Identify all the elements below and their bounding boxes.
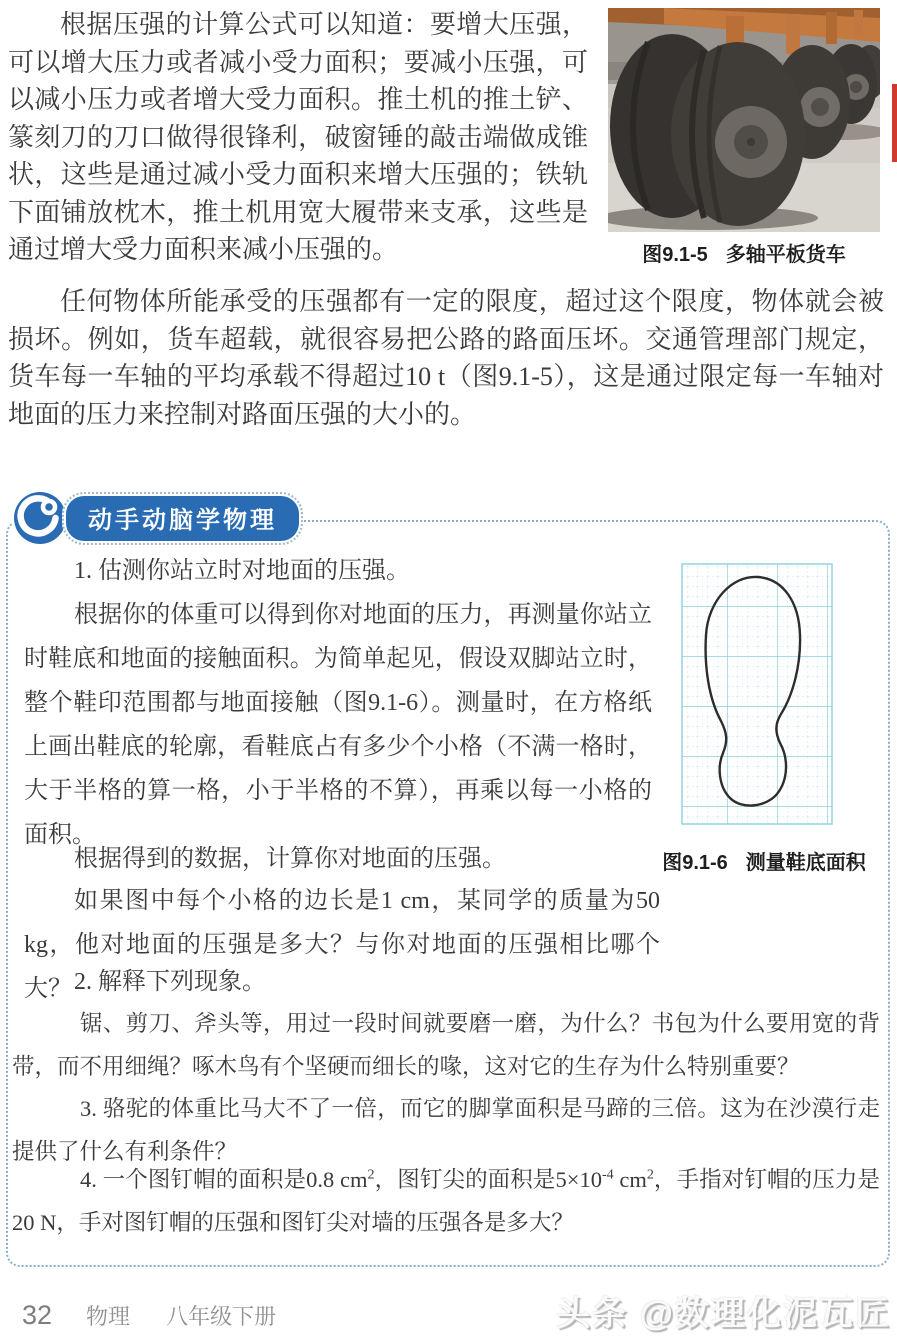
footer-subject: 物理 (86, 1304, 131, 1329)
figure-9-1-6-caption (648, 846, 880, 875)
figure-9-1-5-caption (608, 238, 880, 267)
hands-on-physics-icon (12, 490, 68, 546)
truck-wheels-photo (608, 8, 880, 232)
question-1-question: 如果图中每个小格的边长是1 cm，某同学的质量为50 kg，他对地面的压强是多大？与你对地面的压强相比哪个大？ (24, 888, 660, 1002)
paragraph-pressure-limit: 任何物体所能承受的压强都有一定的限度，超过这个限度，物体就会被损坏。例如，货车超载，就很容易把公路的路面压坏。交通管理部门规定，货车每一车轴的平均承载不得超过10 t（图9.1-5），这是通过限定每一车轴对地面的压力来控制对路面压强的大小的。 (8, 287, 884, 429)
footer-volume: 八年级下册 (166, 1304, 277, 1329)
question-1-note: 根据得到的数据，计算你对地面的压强。 (74, 846, 506, 872)
question-1-title: 1. 估测你站立时对地面的压强。 (74, 558, 410, 584)
page-edge-marker (892, 84, 897, 162)
activity-title-pill (62, 492, 303, 545)
question-1-body: 根据你的体重可以得到你对地面的压力，再测量你站立时鞋底和地面的接触面积。为简单起见，假设双脚站立时，整个鞋印范围都与地面接触（图9.1-6）。测量时，在方格纸上画出鞋底的轮廓，看鞋底占有多少个小格（不满一格时，大于半格的算一格，小于半格的不算），再乘以每一小格的面积。 (24, 602, 652, 848)
question-2-title: 2. 解释下列现象。 (74, 969, 266, 995)
question-2-body: 锯、剪刀、斧头等，用过一段时间就要磨一磨，为什么？书包为什么要用宽的背带，而不用细绳？啄木鸟有个坚硬而细长的喙，这对它的生存为什么特别重要？ (12, 1011, 880, 1079)
footprint-grid-figure (678, 557, 836, 831)
q4-sup-2: -4 (601, 1167, 614, 1183)
watermark: 头条 @数理化泥瓦匠 (556, 1295, 891, 1333)
page-number: 32 (22, 1300, 53, 1330)
page-footer (22, 1300, 276, 1331)
paragraph-increase-decrease-pressure: 根据压强的计算公式可以知道：要增大压强，可以增大压力或者减小受力面积；要减小压强，可以减小压力或者增大受力面积。推土机的推土铲、篆刻刀的刀口做得很锋利，破窗锤的敲击端做成锥状，这些是通过减小受力面积来增大压强的；铁轨下面铺放枕木，推土机用宽大履带来支承，这些是通过增大受力面积来减小压强的。 (8, 10, 588, 264)
q4-text-3: cm (613, 1167, 647, 1192)
q4-text-4: ，手指对钉帽的压力是20 N，手对图钉帽的压强和图钉尖对墙的压强各是多大？ (12, 1167, 880, 1235)
footprint-grid-illustration (678, 557, 836, 831)
truck-wheels-illustration (608, 8, 880, 232)
question-4-body (12, 1158, 880, 1244)
activity-title-label: 动手动脑学物理 (66, 496, 299, 541)
question-3-body: 3. 骆驼的体重比马大不了一倍，而它的脚掌面积是马蹄的三倍。这为在沙漠行走提供了什么有利条件？ (12, 1096, 880, 1164)
q4-sup-3: 2 (646, 1167, 654, 1183)
figure-9-1-5-label: 图9.1-5 (642, 244, 708, 266)
figure-9-1-6-text: 测量鞋底面积 (745, 852, 866, 874)
activity-box-header (12, 490, 303, 546)
q4-text-1: 4. 一个图钉帽的面积是0.8 cm (80, 1167, 368, 1192)
figure-9-1-5-text: 多轴平板货车 (725, 244, 846, 266)
q4-text-2: ，图钉尖的面积是5×10 (374, 1167, 602, 1192)
q4-sup-1: 2 (367, 1167, 375, 1183)
figure-9-1-6-label: 图9.1-6 (662, 852, 728, 874)
